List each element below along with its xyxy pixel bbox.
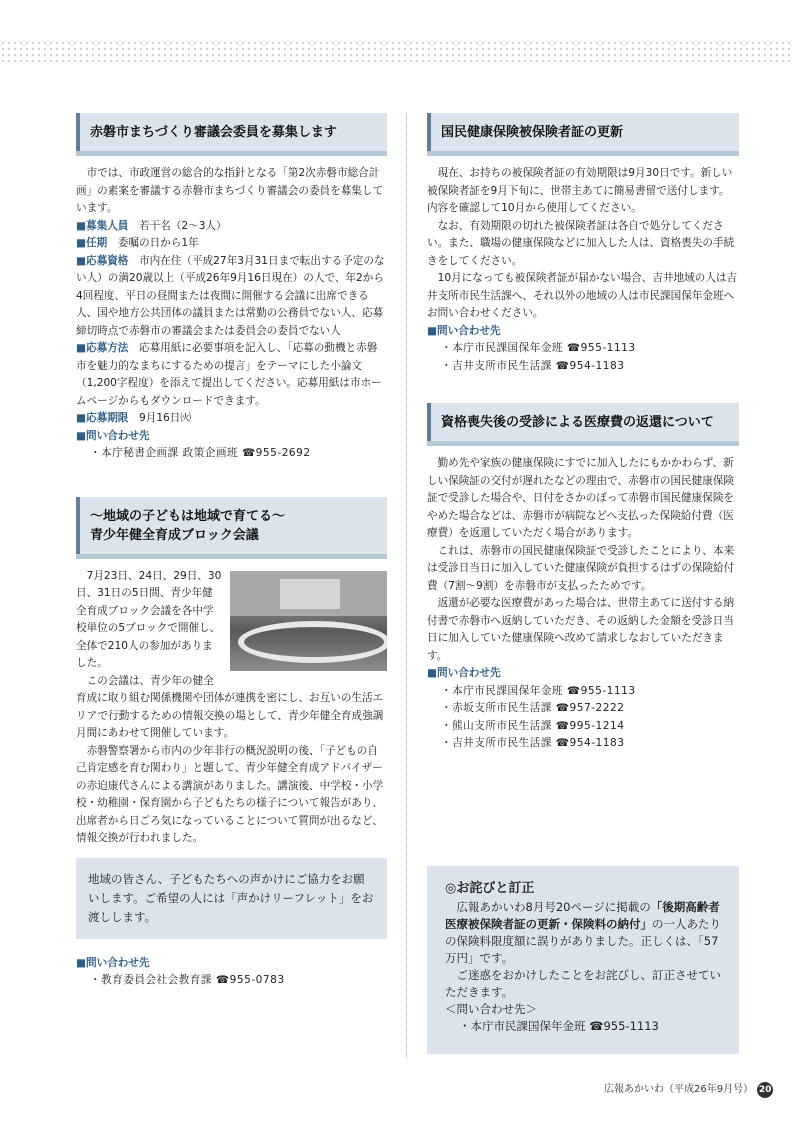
photo-screen — [280, 579, 340, 609]
page-number: 20 — [757, 1082, 773, 1098]
intro-paragraph: 市では、市政運営の総合的な指針となる「第2次赤磐市総合計画」の素案を審議する赤磐市まちづくり審議会の委員を募集しています。 — [76, 167, 384, 214]
contact-label: ■問い合わせ先 — [76, 429, 150, 442]
paragraph: 勤め先や家族の健康保険にすでに加入したにもかかわらず、新しい保険証の交付が遅れたなどの理由で、赤磐市の国民健康保険証で受診した場合や、日付をさかのぼって赤磐市国民健康保険をやめた場合などは、赤磐市が病院などへ支払った保険給付費（医療費）を返還していただく場合があります。 — [427, 457, 735, 539]
apology-contact-label: ＜問い合わせ先＞ — [445, 1002, 537, 1016]
apology-contact-line: ・本庁市民課国保年金班 ☎955-1113 — [459, 1019, 659, 1033]
item-term — [76, 235, 387, 253]
apology-text-bold: 「後期高齢者医療被保険者証の更新・保険料の納付」 — [445, 900, 720, 931]
paragraph: 7月23日、24日、29日、30日、31日の5日間、青少年健全育成ブロック会議を各中学校単位の5ブロックで開催し、全体で210人の参加がありました。 — [76, 569, 222, 669]
item-key: ■応募方法 — [76, 342, 129, 354]
callout-box: 地域の皆さん、子どもたちへの声かけにご協力をお願いします。ご希望の人には「声かけリーフレット」をお渡しします。 — [76, 858, 387, 939]
item-value: 応募用紙に必要事項を記入し、「応募の動機と赤磐市を魅力的なまちにするための提言」をテーマにした小論文（1,200字程度）を添えて提出してください。応募用紙は市ホームページからもダウンロードできます。 — [76, 342, 382, 407]
article-insurance-card-renewal — [427, 113, 739, 375]
article-title — [76, 497, 387, 554]
apology-paragraph-2: ご迷惑をおかけしたことをお詫びし、訂正させていただきます。 — [445, 968, 721, 999]
apology-title: ◎お詫びと訂正 — [445, 881, 535, 896]
paragraph: 10月になっても被保険者証が届かない場合、吉井地域の人は吉井支所市民生活課へ、それ以外の地域の人は市民課国保年金班へお問い合わせください。 — [427, 272, 738, 319]
item-value: 若干名（2～3人） — [138, 219, 227, 232]
apology-text-a: 広報あかいわ8月号20ページに掲載の — [456, 900, 651, 914]
contact-line: ・赤坂支所市民生活課 ☎957-2222 — [441, 702, 625, 714]
contact-label: ■問い合わせ先 — [427, 667, 501, 679]
paragraph: なお、有効期限の切れた被保険者証は各自で処分してください。また、職場の健康保険などに加入した人は、資格喪失の手続きをしてください。 — [427, 219, 735, 267]
article-title: 赤磐市まちづくり審議会委員を募集します — [76, 113, 387, 151]
contact-line: ・教育委員会社会教育課 ☎955-0783 — [90, 974, 285, 986]
left-column — [76, 113, 387, 1016]
column-divider — [406, 113, 407, 1058]
article-youth-block-meeting — [76, 497, 387, 990]
article-body — [427, 165, 739, 375]
apology-paragraph — [445, 899, 721, 967]
contact-line: ・本庁市民課国保年金班 ☎955-1113 — [441, 684, 636, 697]
article-body — [427, 455, 739, 753]
item-application-method — [76, 340, 387, 410]
item-value: 9月16日㈫ — [138, 412, 191, 424]
title-line-1: ～地域の子どもは地域で育てる～ — [90, 508, 286, 524]
contact-label: ■問い合わせ先 — [76, 956, 150, 969]
item-deadline — [76, 410, 387, 428]
article-body — [76, 165, 387, 463]
item-eligibility — [76, 253, 387, 341]
article-title: 国民健康保険被保険者証の更新 — [427, 113, 739, 151]
item-value: 市内在住（平成27年3月31日まで転出する予定のない人）の満20歳以上（平成26年9月16日現在）の人で、年2から4回程度、平日の昼間または夜間に開催する会議に出席できる人、国や地方公共団体の議員または常勤の公務員でない人、応募締切時点で赤磐市の審議会または委員会の委員でない人 — [76, 254, 385, 337]
right-column — [427, 113, 739, 779]
contact-line: ・吉井支所市民生活課 ☎954-1183 — [441, 737, 625, 749]
title-line-2: 青少年健全育成ブロック会議 — [90, 527, 259, 543]
page-footer — [604, 1080, 773, 1098]
paragraph: これは、赤磐市の国民健康保険証で受診したことにより、本来は受診日当日に加入していた健康保険が負担するはずの保険給付費（7割～9割）を赤磐市が支払ったためです。 — [427, 544, 735, 592]
item-key: ■任期 — [76, 237, 108, 249]
contact-line: ・本庁秘書企画課 政策企画班 ☎955-2692 — [90, 447, 311, 459]
paragraph: 返還が必要な医療費があった場合は、世帯主あてに送付する納付書で赤磐市へ返納していただき、その返納した金額を受診日当日に加入していた健康保険へ改めて請求しなおしていただきます。 — [427, 597, 735, 662]
contact-line: ・吉井支所市民生活課 ☎954-1183 — [441, 359, 625, 372]
apology-text-b: の一人あたりの保険料限度額に誤りがありました。正しくは、「57万円」です。 — [445, 917, 721, 965]
header-dot-band — [0, 40, 794, 62]
paragraph: この会議は、青少年の健全育成に取り組む関係機関や団体が連携を密にし、お互いの生活エリアで行動するための情報交換の場として、青少年健全育成強調月間にあわせて開催しています。 — [76, 674, 384, 739]
apology-correction-box — [427, 866, 739, 1054]
item-value: 委嘱の日から1年 — [117, 237, 199, 249]
article-council-recruitment — [76, 113, 387, 463]
contact-label: ■問い合わせ先 — [427, 324, 501, 337]
apology-content — [427, 866, 739, 1035]
contact-line: ・本庁市民課国保年金班 ☎955-1113 — [441, 342, 636, 354]
item-key: ■応募期限 — [76, 412, 129, 424]
photo-conference-table — [238, 621, 387, 663]
footer-publication: 広報あかいわ（平成26年9月号） — [604, 1084, 754, 1095]
contact-line: ・熊山支所市民生活課 ☎995-1214 — [441, 719, 625, 732]
item-key: ■応募資格 — [76, 254, 129, 267]
article-body — [76, 568, 387, 990]
article-medical-cost-return — [427, 403, 739, 753]
paragraph: 赤磐警察署から市内の少年非行の概況説明の後、「子どもの自己肯定感を育む関わり」と題して、青少年健全育成アドバイザーの赤迫康代さんによる講演がありました。講演後、中学校・小学校・幼稚園・保育園から子どもたちの様子について報告があり、出席者から日ごろ気になっていることについて質問が出るなど、情報交換が行われました。 — [76, 744, 384, 844]
item-key: ■募集人員 — [76, 219, 129, 232]
article-title: 資格喪失後の受診による医療費の返還について — [427, 403, 739, 441]
paragraph: 現在、お持ちの被保険者証の有効期限は9月30日です。新しい被保険者証を9月下旬に、世帯主あてに簡易書留で送付します。内容を確認して10月から使用してください。 — [427, 167, 733, 214]
meeting-photo — [230, 571, 387, 671]
item-recruitment-count — [76, 218, 387, 236]
